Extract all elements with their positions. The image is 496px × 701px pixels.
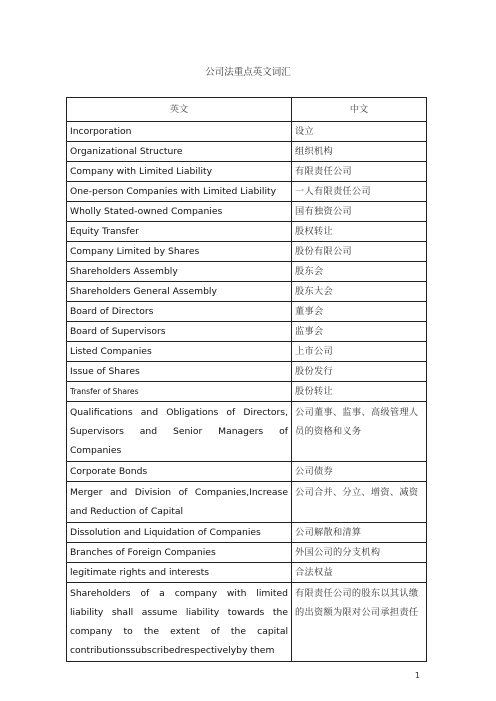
- chinese-term: 公司合并、分立、增资、减资: [292, 482, 427, 523]
- english-term: Qualifications and Obligations of Directors, Supervisors and Senior Managers of Companies: [67, 402, 292, 462]
- table-row: [67, 342, 427, 362]
- english-term: Wholly Stated-owned Companies: [67, 202, 292, 222]
- chinese-term: 外国公司的分支机构: [292, 543, 427, 563]
- table-row: [67, 162, 427, 182]
- chinese-term: 上市公司: [292, 342, 427, 362]
- english-term: Merger and Division of Companies,Increase and Reduction of Capital: [67, 482, 292, 523]
- glossary-table: [66, 97, 427, 662]
- english-term: Transfer of Shares: [67, 382, 292, 402]
- chinese-term: 股份发行: [292, 362, 427, 382]
- table-row: [67, 583, 427, 662]
- chinese-term: 股东大会: [292, 282, 427, 302]
- english-term: Company with Limited Liability: [67, 162, 292, 182]
- chinese-term: 公司债券: [292, 462, 427, 482]
- table-row: [67, 262, 427, 282]
- english-term: legitimate rights and interests: [67, 563, 292, 583]
- header-chinese: 中文: [292, 98, 427, 122]
- english-term: Board of Supervisors: [67, 322, 292, 342]
- table-row: [67, 202, 427, 222]
- table-row: [67, 322, 427, 342]
- table-row: [67, 563, 427, 583]
- english-term: Organizational Structure: [67, 142, 292, 162]
- table-row: [67, 402, 427, 462]
- english-term: Dissolution and Liquidation of Companies: [67, 523, 292, 543]
- chinese-term: 合法权益: [292, 563, 427, 583]
- table-row: [67, 142, 427, 162]
- chinese-term: 监事会: [292, 322, 427, 342]
- chinese-term: 公司解散和清算: [292, 523, 427, 543]
- english-term: Equity Transfer: [67, 222, 292, 242]
- english-term: Listed Companies: [67, 342, 292, 362]
- chinese-term: 有限责任公司的股东以其认缴的出资额为限对公司承担责任: [292, 583, 427, 662]
- table-header-row: [67, 98, 427, 122]
- table-row: [67, 182, 427, 202]
- table-row: [67, 302, 427, 322]
- table-row: [67, 523, 427, 543]
- table-row: [67, 543, 427, 563]
- chinese-term: 董事会: [292, 302, 427, 322]
- english-term: Corporate Bonds: [67, 462, 292, 482]
- chinese-term: 一人有限责任公司: [292, 182, 427, 202]
- document-title: 公司法重点英文词汇: [205, 67, 291, 78]
- table-row: [67, 282, 427, 302]
- header-english: 英文: [67, 98, 292, 122]
- english-term: Incorporation: [67, 122, 292, 142]
- chinese-term: 公司董事、监事、高级管理人员的资格和义务: [292, 402, 427, 462]
- table-row: [67, 122, 427, 142]
- english-term: Shareholders of a company with limited liability shall assume liability towards the company to the extent of the capital contributionssubscribedrespectivelyby them: [67, 583, 292, 662]
- english-term: Issue of Shares: [67, 362, 292, 382]
- table-row: [67, 242, 427, 262]
- english-term: Shareholders General Assembly: [67, 282, 292, 302]
- chinese-term: 股权转让: [292, 222, 427, 242]
- english-term: Branches of Foreign Companies: [67, 543, 292, 563]
- chinese-term: 股份转让: [292, 382, 427, 402]
- table-row: [67, 382, 427, 402]
- english-term: One-person Companies with Limited Liability: [67, 182, 292, 202]
- table-row: [67, 462, 427, 482]
- chinese-term: 设立: [292, 122, 427, 142]
- table-row: [67, 482, 427, 523]
- chinese-term: 组织机构: [292, 142, 427, 162]
- chinese-term: 国有独资公司: [292, 202, 427, 222]
- english-term: Company Limited by Shares: [67, 242, 292, 262]
- table-row: [67, 222, 427, 242]
- chinese-term: 股份有限公司: [292, 242, 427, 262]
- table-row: [67, 362, 427, 382]
- english-term: Board of Directors: [67, 302, 292, 322]
- chinese-term: 有限责任公司: [292, 162, 427, 182]
- page-number: 1: [414, 671, 420, 680]
- english-term: Shareholders Assembly: [67, 262, 292, 282]
- chinese-term: 股东会: [292, 262, 427, 282]
